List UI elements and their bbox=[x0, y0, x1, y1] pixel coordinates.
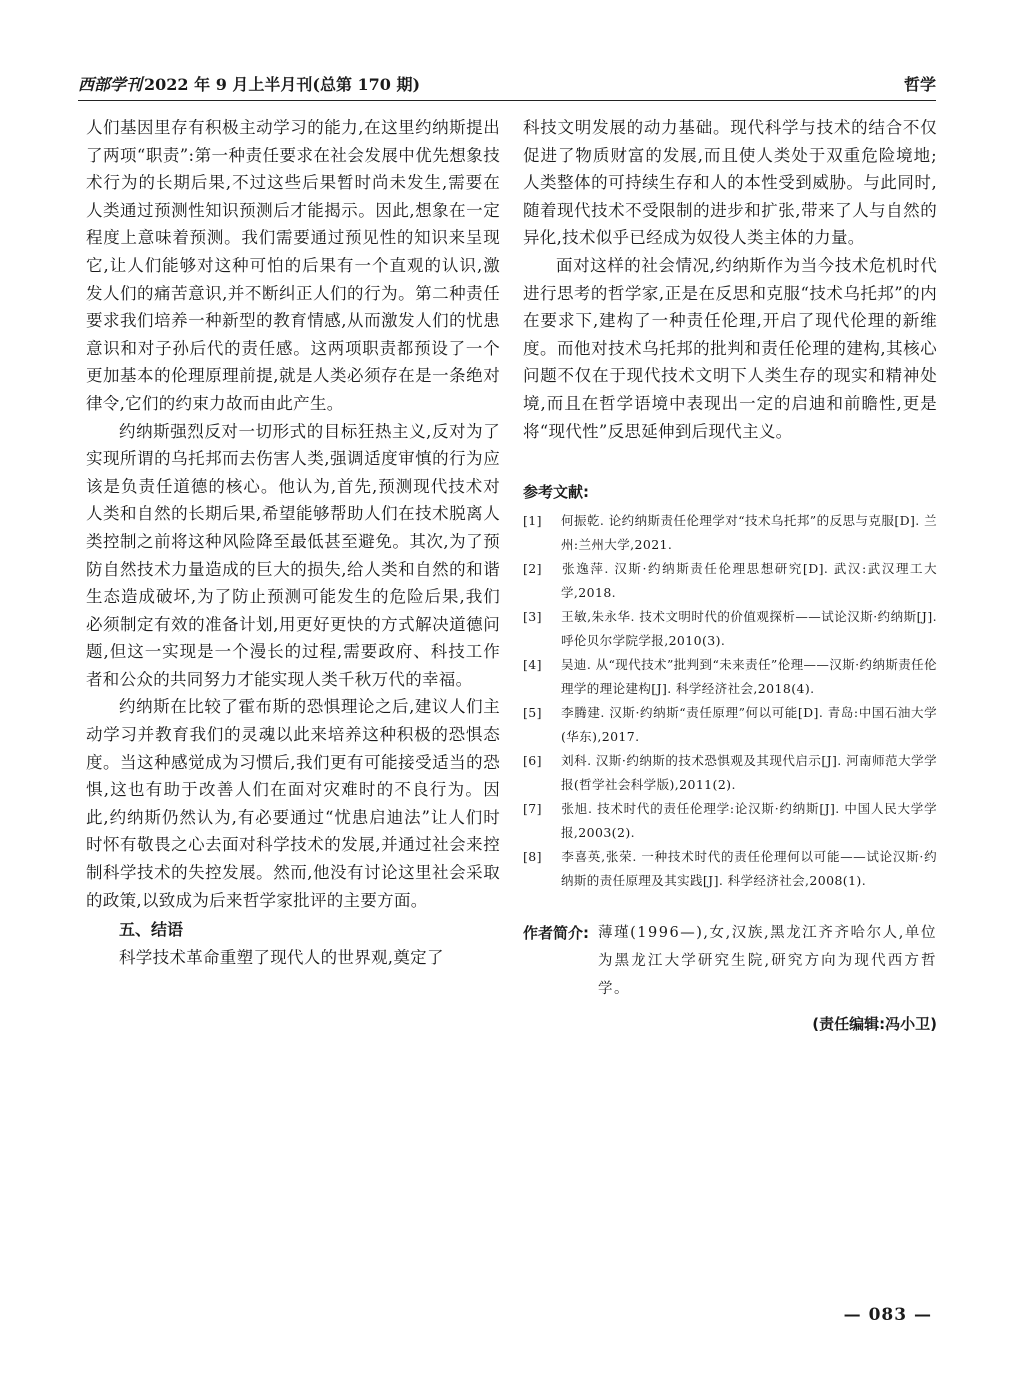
section-label: 哲学 bbox=[903, 75, 936, 94]
page-header bbox=[78, 70, 936, 100]
author-bio bbox=[523, 919, 937, 1003]
author-label: 作者简介: bbox=[523, 924, 589, 943]
header-divider bbox=[78, 100, 936, 101]
reference-text: 刘科. 汉斯·约纳斯的技术恐惧观及其现代启示[J]. 河南师范大学学报(哲学社会科学版),2011(2). bbox=[561, 753, 937, 793]
editor-credit: (责任编辑:冯小卫) bbox=[812, 1015, 937, 1034]
reference-item bbox=[523, 701, 937, 749]
reference-item bbox=[523, 797, 937, 845]
reference-number: [8] bbox=[523, 849, 542, 865]
reference-text: 王敏,朱永华. 技术文明时代的价值观探析——试论汉斯·约纳斯[J]. 呼伦贝尔学院学报,2010(3). bbox=[561, 609, 937, 649]
reference-list bbox=[523, 509, 937, 893]
reference-item bbox=[523, 653, 937, 701]
section-heading: 五、结语 bbox=[119, 920, 184, 940]
author-text: 薄瑾(1996—),女,汉族,黑龙江齐齐哈尔人,单位为黑龙江大学研究生院,研究方向为现代西方哲学。 bbox=[598, 925, 937, 998]
reference-number: [2] bbox=[523, 561, 542, 577]
references-title: 参考文献: bbox=[523, 483, 589, 502]
body-paragraph: 科技文明发展的动力基础。现代科学与技术的结合不仅促进了物质财富的发展,而且使人类处于双重危险境地;人类整体的可持续生存和人的本性受到威胁。与此同时,随着现代技术不受限制的进步和扩张,带来了人与自然的异化,技术似乎已经成为奴役人类主体的力量。 bbox=[523, 118, 937, 248]
reference-text: 何振乾. 论约纳斯责任伦理学对“技术乌托邦”的反思与克服[D]. 兰州:兰州大学,2021. bbox=[561, 513, 937, 553]
reference-number: [5] bbox=[523, 705, 542, 721]
body-paragraph: 约纳斯强烈反对一切形式的目标狂热主义,反对为了实现所谓的乌托邦而去伤害人类,强调适度审慎的行为应该是负责任道德的核心。他认为,首先,预测现代技术对人类和自然的长期后果,希望能够帮助人们在技术脱离人类控制之前将这种风险降至最低甚至避免。其次,为了预防自然技术力量造成的巨大的损失,给人类和自然的和谐生态造成破坏,为了防止预测可能发生的危险后果,我们必须制定有效的准备计划,用更好更快的方式解决道德问题,但这一实现是一个漫长的过程,需要政府、科技工作者和公众的共同努力才能实现人类千秋万代的幸福。 bbox=[86, 421, 500, 689]
body-paragraph: 约纳斯在比较了霍布斯的恐惧理论之后,建议人们主动学习并教育我们的灵魂以此来培养这种积极的恐惧态度。当这种感觉成为习惯后,我们更有可能接受适当的恐惧,这也有助于改善人们在面对灾难时的不良行为。因此,约纳斯仍然认为,有必要通过“忧患启迪法”让人们时时怀有敬畏之心去面对科学技术的发展,并通过社会来控制科学技术的失控发展。然而,他没有讨论这里社会采取的政策,以致成为后来哲学家批评的主要方面。 bbox=[86, 697, 500, 910]
reference-text: 吴迪. 从“现代技术”批判到“未来责任”伦理——汉斯·约纳斯责任伦理学的理论建构[J]. 科学经济社会,2018(4). bbox=[561, 657, 937, 697]
reference-item bbox=[523, 557, 937, 605]
reference-number: [7] bbox=[523, 801, 542, 817]
reference-number: [4] bbox=[523, 657, 542, 673]
reference-item bbox=[523, 749, 937, 797]
reference-number: [3] bbox=[523, 609, 542, 625]
reference-item bbox=[523, 605, 937, 653]
issue-info: 2022 年 9 月上半月刊(总第 170 期) bbox=[144, 75, 421, 94]
reference-item bbox=[523, 845, 937, 893]
reference-number: [1] bbox=[523, 513, 542, 529]
reference-number: [6] bbox=[523, 753, 542, 769]
left-column bbox=[86, 114, 500, 972]
journal-logo: 西部学刊 bbox=[78, 75, 143, 94]
journal-header bbox=[78, 72, 420, 95]
right-column bbox=[523, 114, 937, 1034]
body-paragraph: 人们基因里存有积极主动学习的能力,在这里约纳斯提出了两项“职责”:第一种责任要求在社会发展中优先想象技术行为的长期后果,不过这些后果暂时尚未发生,需要在人类通过预测性知识预测后才能揭示。因此,想象在一定程度上意味着预测。我们需要通过预见性的知识来呈现它,让人们能够对这种可怕的后果有一个直观的认识,激发人们的痛苦意识,并不断纠正人们的行为。第二种责任要求我们培养一种新型的教育情感,从而激发人们的忧患意识和对子孙后代的责任感。这两项职责都预设了一个更加基本的伦理原理前提,就是人类必须存在是一条绝对律令,它们的约束力故而由此产生。 bbox=[86, 118, 500, 413]
reference-text: 张逸萍. 汉斯·约纳斯责任伦理思想研究[D]. 武汉:武汉理工大学,2018. bbox=[561, 561, 937, 601]
reference-text: 张旭. 技术时代的责任伦理学:论汉斯·约纳斯[J]. 中国人民大学学报,2003(2). bbox=[561, 801, 937, 841]
body-paragraph: 科学技术革命重塑了现代人的世界观,奠定了 bbox=[119, 948, 444, 968]
body-paragraph: 面对这样的社会情况,约纳斯作为当今技术危机时代进行思考的哲学家,正是在反思和克服“技术乌托邦”的内在要求下,建构了一种责任伦理,开启了现代伦理的新维度。而他对技术乌托邦的批判和责任伦理的建构,其核心问题不仅在于现代技术文明下人类生存的现实和精神处境,而且在哲学语境中表现出一定的启迪和前瞻性,更是将“现代性”反思延伸到后现代主义。 bbox=[523, 255, 937, 441]
reference-text: 李腾建. 汉斯·约纳斯“责任原理”何以可能[D]. 青岛:中国石油大学(华东),2017. bbox=[561, 705, 937, 745]
page-number: — 083 — bbox=[843, 1305, 932, 1325]
reference-item bbox=[523, 509, 937, 557]
reference-text: 李喜英,张荣. 一种技术时代的责任伦理何以可能——试论汉斯·约纳斯的责任原理及其实践[J]. 科学经济社会,2008(1). bbox=[561, 849, 937, 889]
